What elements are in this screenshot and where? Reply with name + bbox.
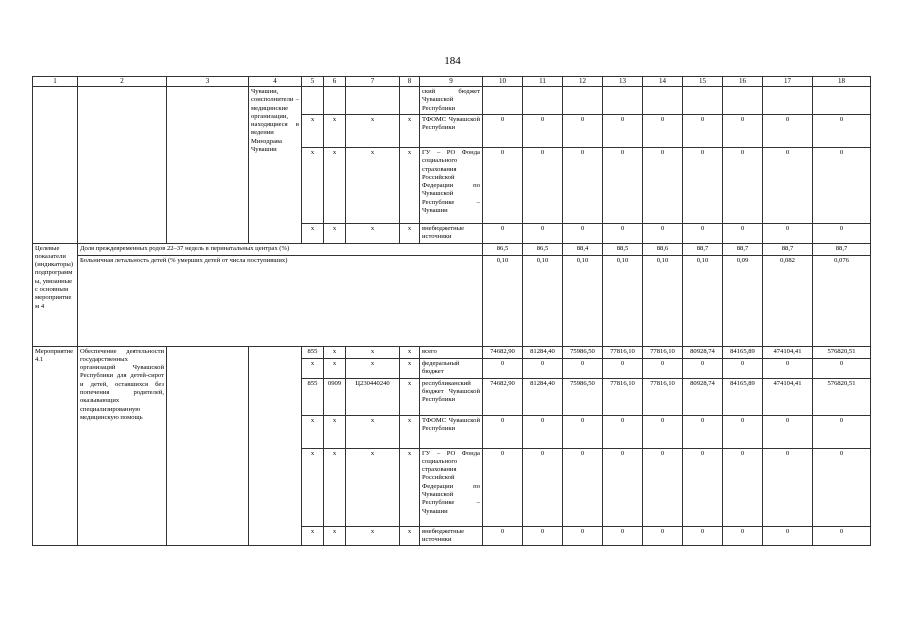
code-cell: x: [302, 148, 324, 224]
value-cell: 576820,51: [813, 378, 871, 415]
value-cell: 81284,40: [523, 378, 563, 415]
value-cell: 0: [723, 115, 763, 148]
value-cell: 0: [643, 115, 683, 148]
value-cell: 84165,89: [723, 378, 763, 415]
code-cell: x: [324, 148, 346, 224]
value-cell: [763, 87, 813, 115]
code-cell: x: [400, 378, 420, 415]
code-cell: x: [400, 448, 420, 526]
value-cell: 0,10: [483, 255, 523, 346]
column-header: 13: [603, 77, 643, 87]
code-cell: x: [346, 358, 400, 378]
col2-empty: [78, 87, 167, 244]
value-cell: 0,076: [813, 255, 871, 346]
value-cell: 0: [603, 448, 643, 526]
value-cell: [563, 87, 603, 115]
value-cell: 0: [683, 148, 723, 224]
target-row: [33, 255, 871, 346]
value-cell: 0: [603, 415, 643, 448]
value-cell: 0: [483, 526, 523, 546]
targets-label: Целевые показатели (индикаторы) подпрограммы, увязанные с основным мероприятием 4: [33, 243, 78, 346]
value-cell: 88,7: [813, 243, 871, 255]
value-cell: 0: [723, 358, 763, 378]
funding-source: ский бюджет Чувашской Республики: [420, 87, 483, 115]
column-header: 3: [167, 77, 249, 87]
code-cell: x: [346, 526, 400, 546]
value-cell: [483, 87, 523, 115]
value-cell: 88,5: [603, 243, 643, 255]
code-cell: x: [302, 526, 324, 546]
code-cell: x: [346, 148, 400, 224]
funding-source: внебюджетные источники: [420, 526, 483, 546]
value-cell: 0: [723, 448, 763, 526]
value-cell: 0: [763, 415, 813, 448]
column-header: 12: [563, 77, 603, 87]
column-header: 1: [33, 77, 78, 87]
code-cell: x: [302, 415, 324, 448]
value-cell: 0: [563, 224, 603, 244]
value-cell: 0: [763, 115, 813, 148]
value-cell: 81284,40: [523, 346, 563, 358]
value-cell: 77816,10: [603, 346, 643, 358]
value-cell: 0: [723, 415, 763, 448]
col4-empty: [249, 346, 302, 546]
funding-source: ГУ – РО Фонда социального страхования Российской Федерации по Чувашской Республике – Чувашии: [420, 148, 483, 224]
code-cell: x: [400, 224, 420, 244]
column-header: 5: [302, 77, 324, 87]
value-cell: 0: [683, 115, 723, 148]
code-cell: x: [324, 415, 346, 448]
value-cell: 0: [643, 415, 683, 448]
value-cell: 0: [683, 358, 723, 378]
value-cell: 0,09: [723, 255, 763, 346]
value-cell: 0: [813, 224, 871, 244]
value-cell: 75986,50: [563, 346, 603, 358]
value-cell: 0: [483, 224, 523, 244]
code-cell: x: [302, 358, 324, 378]
value-cell: 0: [563, 115, 603, 148]
column-header: 17: [763, 77, 813, 87]
measure-label: Мероприятие 4.1: [33, 346, 78, 546]
value-cell: 0: [563, 415, 603, 448]
value-cell: 88,4: [563, 243, 603, 255]
value-cell: 0: [813, 358, 871, 378]
code-cell: x: [302, 224, 324, 244]
code-cell: Ц230440240: [346, 378, 400, 415]
value-cell: 0: [683, 224, 723, 244]
code-cell: x: [346, 448, 400, 526]
value-cell: 0,10: [523, 255, 563, 346]
value-cell: 0: [813, 448, 871, 526]
value-cell: 474104,41: [763, 378, 813, 415]
code-cell: x: [302, 448, 324, 526]
funding-source: ГУ – РО Фонда социального страхования Российской Федерации по Чувашской Республике – Чувашии: [420, 448, 483, 526]
value-cell: 0: [763, 224, 813, 244]
code-cell: x: [324, 115, 346, 148]
value-cell: 0: [483, 415, 523, 448]
value-cell: [523, 87, 563, 115]
value-cell: 0: [603, 148, 643, 224]
value-cell: 0: [723, 148, 763, 224]
value-cell: 88,7: [723, 243, 763, 255]
code-cell: x: [400, 415, 420, 448]
value-cell: 88,7: [683, 243, 723, 255]
value-cell: 474104,41: [763, 346, 813, 358]
value-cell: 0: [643, 448, 683, 526]
code-cell: x: [302, 115, 324, 148]
funding-source: ТФОМС Чувашской Республики: [420, 415, 483, 448]
code-cell: x: [400, 526, 420, 546]
column-header: 2: [78, 77, 167, 87]
target-row: [33, 243, 871, 255]
value-cell: [603, 87, 643, 115]
col1-empty: [33, 87, 78, 244]
measure-row: [33, 346, 871, 358]
value-cell: 0: [563, 448, 603, 526]
column-header: 11: [523, 77, 563, 87]
page-number: 184: [444, 55, 461, 67]
value-cell: 0: [523, 148, 563, 224]
code-cell: x: [324, 224, 346, 244]
value-cell: 0,10: [643, 255, 683, 346]
value-cell: 0,082: [763, 255, 813, 346]
code-cell: x: [324, 526, 346, 546]
funding-source: внебюджетные источники: [420, 224, 483, 244]
column-header: 9: [420, 77, 483, 87]
value-cell: 80928,74: [683, 346, 723, 358]
funding-source: всего: [420, 346, 483, 358]
code-cell: x: [324, 448, 346, 526]
code-cell: x: [346, 224, 400, 244]
column-header: 7: [346, 77, 400, 87]
value-cell: 88,7: [763, 243, 813, 255]
code-cell: x: [400, 115, 420, 148]
value-cell: 0: [563, 148, 603, 224]
code-cell: 855: [302, 346, 324, 358]
column-header: 8: [400, 77, 420, 87]
value-cell: 74682,90: [483, 378, 523, 415]
value-cell: 0,10: [603, 255, 643, 346]
value-cell: [643, 87, 683, 115]
code-cell: x: [400, 346, 420, 358]
value-cell: 0: [483, 358, 523, 378]
code-cell: x: [346, 115, 400, 148]
value-cell: 0: [683, 526, 723, 546]
value-cell: 0: [523, 526, 563, 546]
value-cell: 75986,50: [563, 378, 603, 415]
value-cell: 0: [523, 224, 563, 244]
value-cell: 576820,51: [813, 346, 871, 358]
value-cell: 0: [723, 224, 763, 244]
funding-source: федеральный бюджет: [420, 358, 483, 378]
value-cell: 0: [523, 115, 563, 148]
value-cell: 0: [723, 526, 763, 546]
value-cell: 0: [813, 415, 871, 448]
value-cell: 0: [643, 148, 683, 224]
value-cell: 0: [763, 526, 813, 546]
value-cell: 0: [763, 358, 813, 378]
table-row: [33, 87, 871, 115]
value-cell: 0: [813, 148, 871, 224]
value-cell: 84165,89: [723, 346, 763, 358]
value-cell: 0: [563, 358, 603, 378]
code-cell: x: [400, 148, 420, 224]
value-cell: 0: [523, 358, 563, 378]
value-cell: 77816,10: [603, 378, 643, 415]
value-cell: 0,10: [683, 255, 723, 346]
header-row: [33, 77, 871, 87]
value-cell: 0: [563, 526, 603, 546]
code-cell: x: [346, 346, 400, 358]
executor-text: Чувашии, соисполнители – медицинские организации, находящиеся в ведении Минздрава Чувашии: [249, 87, 302, 244]
value-cell: 77816,10: [643, 346, 683, 358]
value-cell: 0: [813, 526, 871, 546]
value-cell: 0: [603, 358, 643, 378]
value-cell: 0,10: [563, 255, 603, 346]
value-cell: 88,6: [643, 243, 683, 255]
value-cell: 77816,10: [643, 378, 683, 415]
value-cell: 0: [523, 415, 563, 448]
value-cell: 74682,90: [483, 346, 523, 358]
col3-empty: [167, 87, 249, 244]
value-cell: 86,5: [483, 243, 523, 255]
col3-empty: [167, 346, 249, 546]
value-cell: 0: [603, 115, 643, 148]
code-cell: [324, 87, 346, 115]
column-header: 16: [723, 77, 763, 87]
code-cell: 0909: [324, 378, 346, 415]
code-cell: x: [324, 346, 346, 358]
code-cell: [302, 87, 324, 115]
value-cell: 0: [523, 448, 563, 526]
value-cell: 86,5: [523, 243, 563, 255]
value-cell: 80928,74: [683, 378, 723, 415]
value-cell: 0: [763, 448, 813, 526]
code-cell: [400, 87, 420, 115]
target-text: Больничная летальность детей (% умерших детей от числа поступивших): [78, 255, 483, 346]
value-cell: 0: [643, 358, 683, 378]
value-cell: [683, 87, 723, 115]
column-header: 18: [813, 77, 871, 87]
value-cell: 0: [483, 448, 523, 526]
column-header: 4: [249, 77, 302, 87]
budget-table: [32, 76, 871, 546]
value-cell: 0: [483, 148, 523, 224]
code-cell: [346, 87, 400, 115]
funding-source: ТФОМС Чувашской Республики: [420, 115, 483, 148]
column-header: 15: [683, 77, 723, 87]
value-cell: 0: [603, 224, 643, 244]
value-cell: [813, 87, 871, 115]
value-cell: 0: [483, 115, 523, 148]
code-cell: 855: [302, 378, 324, 415]
measure-description: Обеспечение деятельности государственных организаций Чувашской Республики для детей-сирот и детей, оставшихся без попечения родителей, оказывающих специализированную медицинскую помощь: [78, 346, 167, 546]
value-cell: 0: [763, 148, 813, 224]
column-header: 10: [483, 77, 523, 87]
value-cell: 0: [813, 115, 871, 148]
column-header: 14: [643, 77, 683, 87]
column-header: 6: [324, 77, 346, 87]
funding-source: республиканский бюджет Чувашской Республики: [420, 378, 483, 415]
value-cell: 0: [683, 448, 723, 526]
value-cell: 0: [643, 224, 683, 244]
value-cell: 0: [643, 526, 683, 546]
code-cell: x: [324, 358, 346, 378]
value-cell: [723, 87, 763, 115]
code-cell: x: [346, 415, 400, 448]
value-cell: 0: [603, 526, 643, 546]
value-cell: 0: [683, 415, 723, 448]
code-cell: x: [400, 358, 420, 378]
target-text: Доля преждевременных родов 22–37 недель в перинатальных центрах (%): [78, 243, 483, 255]
